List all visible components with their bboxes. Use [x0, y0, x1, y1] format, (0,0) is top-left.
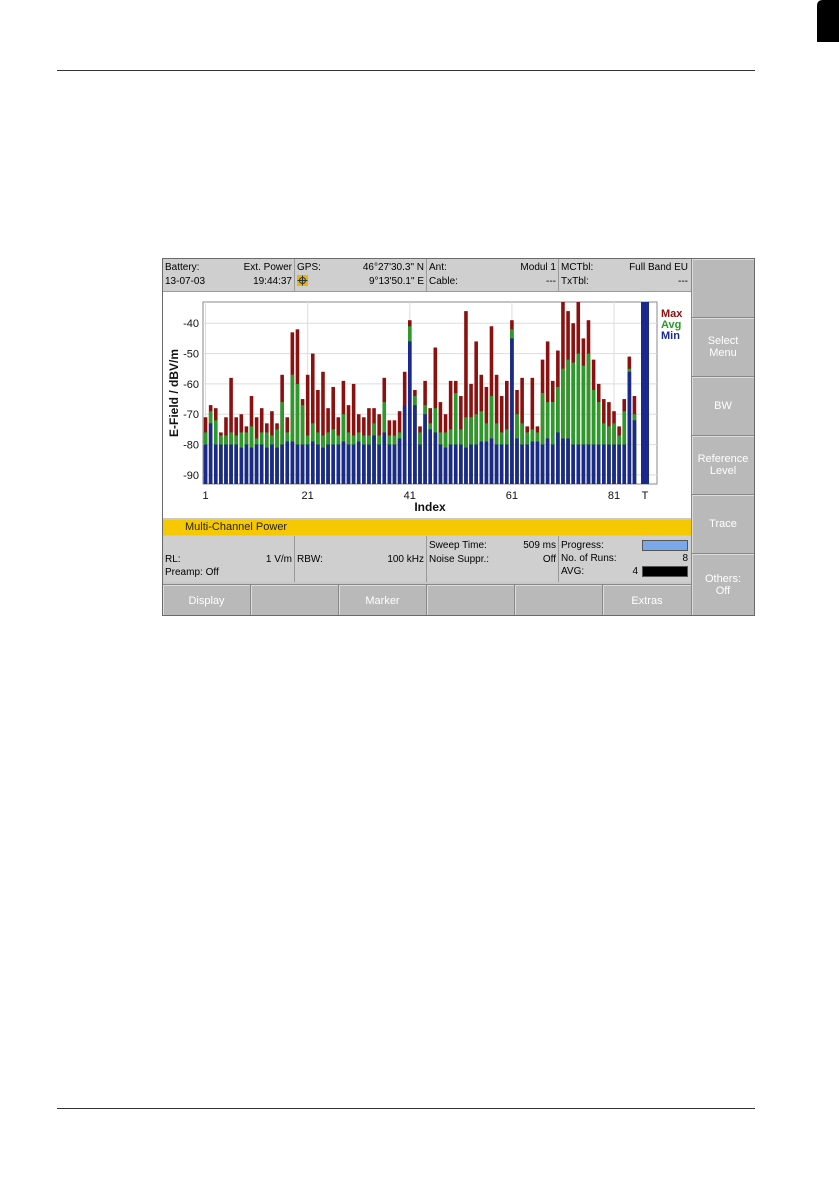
softkey-reference-level-label: Reference Level: [697, 453, 749, 477]
status-header: [163, 259, 691, 292]
header-table-cell: [559, 259, 690, 291]
bar-min: [337, 445, 341, 484]
mode-bar: [163, 520, 691, 535]
bar-min: [240, 448, 244, 484]
bar-min: [250, 448, 254, 484]
softkey-select-menu-label: Select Menu: [707, 335, 739, 359]
rbw-value: 100 kHz: [387, 554, 424, 565]
bar-min: [485, 442, 489, 484]
bar-min: [403, 405, 407, 484]
header-antenna-cell: [427, 259, 559, 291]
bar-min: [393, 445, 397, 484]
bar-min: [270, 445, 274, 484]
y-tick-label: -90: [183, 469, 199, 482]
runs-value: 8: [682, 553, 688, 564]
softkey-trace-label: Trace: [709, 518, 737, 530]
bar-min: [531, 442, 535, 484]
x-tick-label: 41: [403, 490, 416, 502]
bar-min: [444, 448, 448, 484]
bar-min: [234, 445, 238, 484]
avg-value: 4: [632, 566, 638, 577]
header-gps-cell: [295, 259, 427, 291]
ant-label: Ant:: [429, 262, 447, 273]
marker-button-label: Marker: [365, 594, 400, 607]
bar-min: [398, 439, 402, 485]
bar-min: [490, 439, 494, 485]
cable-label: Cable:: [429, 276, 458, 287]
bar-min: [592, 445, 596, 484]
plot-area: [163, 292, 691, 518]
bar-min: [377, 445, 381, 484]
noise-value: Off: [542, 554, 556, 565]
bottom-key-4[interactable]: [427, 584, 515, 616]
bottom-key-2[interactable]: [251, 584, 339, 616]
bar-min: [296, 445, 300, 484]
status-progress-cell: [559, 536, 690, 582]
bar-min: [311, 442, 315, 484]
bottom-softkeys: [163, 584, 691, 615]
time-value: 19:44:37: [253, 276, 292, 287]
softkey-select-menu[interactable]: [691, 318, 754, 377]
bar-min: [459, 445, 463, 484]
bar-min: [541, 445, 545, 484]
y-tick-label: -40: [183, 318, 199, 331]
cable-value: ---: [546, 276, 556, 287]
bottom-rule: [57, 1108, 755, 1109]
bar-min: [602, 445, 606, 484]
x-axis-label: Index: [414, 500, 446, 514]
y-tick-label: -50: [183, 348, 199, 361]
y-axis-label: E-Field / dBV/m: [167, 348, 181, 438]
extras-button-label: Extras: [631, 594, 663, 607]
bar-min: [617, 445, 621, 484]
sweep-value: 509 ms: [523, 540, 556, 551]
bar-min: [587, 445, 591, 484]
bar-min: [515, 439, 519, 485]
bar-min: [525, 445, 529, 484]
bar-min: [326, 445, 330, 484]
bar-min: [454, 445, 458, 484]
bar-min: [418, 445, 422, 484]
bar-min: [551, 445, 555, 484]
bar-min: [612, 445, 616, 484]
total-label: T: [641, 490, 649, 502]
status-panel: [163, 536, 691, 582]
bar-min: [408, 341, 412, 484]
bar-min: [291, 442, 295, 484]
top-rule: [57, 70, 755, 71]
bar-min: [546, 439, 550, 485]
bar-min: [301, 445, 305, 484]
bar-min: [423, 414, 427, 484]
bar-min: [536, 442, 540, 484]
noise-label: Noise Suppr.:: [429, 554, 490, 565]
progress-label: Progress:: [561, 540, 604, 551]
x-tick-label: 21: [301, 490, 314, 502]
bar-min: [214, 445, 218, 484]
page-corner-mark: [811, 0, 839, 42]
mctbl-value: Full Band EU: [629, 262, 688, 273]
softkey-1[interactable]: [691, 259, 754, 318]
bar-min: [260, 445, 264, 484]
status-sweep-cell: [427, 536, 559, 582]
softkey-bw[interactable]: [691, 377, 754, 436]
legend-avg: Avg: [661, 319, 682, 331]
bar-min: [357, 442, 361, 484]
multi-channel-chart[interactable]: [163, 292, 691, 518]
bar-min: [347, 445, 351, 484]
bar-min: [428, 429, 432, 484]
ant-value: Modul 1: [520, 262, 556, 273]
bar-min: [306, 445, 310, 484]
bar-min: [219, 445, 223, 484]
bar-min: [597, 445, 601, 484]
bar-min: [316, 445, 320, 484]
gps-lat: 46°27'30.3" N: [362, 262, 424, 273]
bar-min: [520, 445, 524, 484]
bar-min: [224, 445, 228, 484]
bar-min: [576, 445, 580, 484]
sweep-label: Sweep Time:: [429, 540, 487, 551]
marker-button[interactable]: [339, 584, 427, 616]
rl-value: 1 V/m: [265, 554, 292, 565]
bar-min: [209, 423, 213, 484]
avg-indicator: [642, 566, 688, 577]
y-tick-label: -80: [183, 439, 199, 452]
bar-min: [280, 445, 284, 484]
bar-min: [607, 445, 611, 484]
bar-min: [265, 448, 269, 484]
softkey-bw-label: BW: [714, 400, 732, 412]
rbw-label: RBW:: [297, 554, 323, 565]
bar-min: [255, 445, 259, 484]
mode-label: Multi-Channel Power: [185, 521, 288, 533]
gps-label: GPS:: [297, 262, 321, 273]
bar-min: [362, 445, 366, 484]
bar-min: [633, 420, 637, 484]
bar-min: [495, 445, 499, 484]
softkey-others-label: Others: Off: [704, 572, 742, 597]
bar-min: [204, 445, 208, 484]
bar-min: [229, 445, 233, 484]
instrument-screen: [162, 258, 755, 616]
bar-min: [331, 445, 335, 484]
bar-min: [479, 442, 483, 484]
display-button[interactable]: [163, 584, 251, 616]
bar-min: [382, 432, 386, 484]
power-label: Ext. Power: [243, 262, 292, 273]
bar-min: [413, 405, 417, 484]
gps-fix-icon: [297, 275, 308, 290]
bar-min: [571, 445, 575, 484]
y-tick-label: -70: [183, 409, 199, 422]
bar-min: [439, 445, 443, 484]
display-button-label: Display: [188, 594, 225, 607]
bar-min: [342, 442, 346, 484]
extras-button[interactable]: [603, 584, 691, 616]
bar-min: [321, 448, 325, 484]
rl-label: RL:: [165, 554, 181, 565]
softkey-reference-level[interactable]: [691, 436, 754, 495]
bar-min: [388, 445, 392, 484]
bottom-key-5[interactable]: [515, 584, 603, 616]
preamp-value: Preamp: Off: [165, 567, 219, 578]
date-value: 13-07-03: [165, 276, 206, 287]
bar-min: [582, 445, 586, 484]
bar-min: [285, 442, 289, 484]
avg-label: AVG:: [561, 566, 585, 577]
softkey-others[interactable]: [691, 554, 754, 615]
bar-min: [474, 445, 478, 484]
status-rl-cell: [163, 536, 295, 582]
softkey-trace[interactable]: [691, 495, 754, 554]
bar-min: [449, 445, 453, 484]
progress-bar: [642, 540, 688, 551]
bar-min: [245, 445, 249, 484]
gps-lon: 9°13'50.1" E: [368, 276, 424, 287]
legend-min: Min: [661, 330, 680, 342]
x-tick-label: 61: [505, 490, 519, 502]
x-tick-label: 1: [202, 490, 209, 502]
bar-min: [622, 445, 626, 484]
txtbl-value: ---: [678, 276, 688, 287]
bar-min: [464, 448, 468, 484]
bar-total: [641, 302, 649, 484]
bar-min: [628, 372, 632, 484]
bar-min: [500, 445, 504, 484]
softkey-panel: [691, 259, 754, 615]
bar-min: [556, 432, 560, 484]
bar-min: [505, 445, 509, 484]
bar-min: [510, 338, 514, 484]
mctbl-label: MCTbl:: [561, 262, 594, 273]
runs-label: No. of Runs:: [561, 553, 617, 564]
bar-min: [352, 445, 356, 484]
bar-min: [275, 448, 279, 484]
legend-max: Max: [661, 308, 683, 320]
battery-label: Battery:: [165, 262, 200, 273]
y-tick-label: -60: [183, 378, 199, 391]
bar-min: [469, 445, 473, 484]
bar-min: [561, 439, 565, 485]
progress-fill: [643, 541, 687, 550]
txtbl-label: TxTbl:: [561, 276, 589, 287]
bar-min: [566, 439, 570, 485]
x-tick-label: 81: [607, 490, 621, 502]
status-rbw-cell: [295, 536, 427, 582]
header-battery-cell: [163, 259, 295, 291]
bar-min: [434, 432, 438, 484]
bar-min: [372, 435, 376, 484]
bar-min: [367, 445, 371, 484]
